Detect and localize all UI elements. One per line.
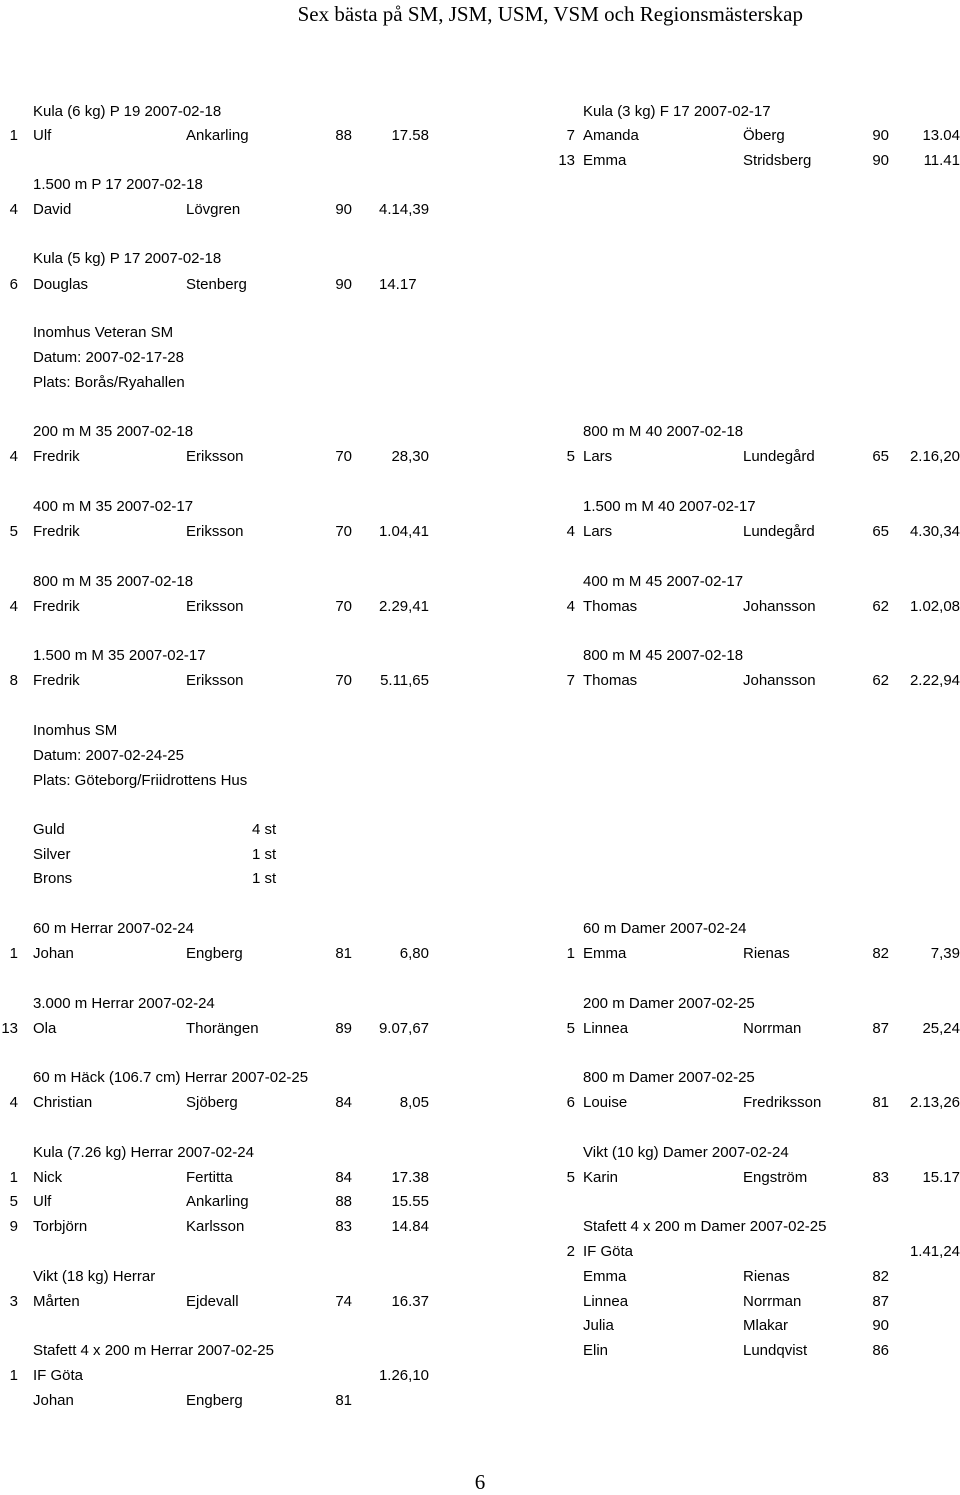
last-name: Ankarling (186, 127, 249, 144)
birth-year: 90 (872, 152, 889, 169)
medal-label: Brons (33, 870, 73, 887)
event-heading-text: 60 m Häck (106.7 cm) Herrar 2007-02-25 (33, 1069, 309, 1086)
medal-row (0, 866, 960, 891)
medal-count: 1 st (252, 846, 277, 863)
event-heading-text: Stafett 4 x 200 m Damer 2007-02-25 (583, 1218, 827, 1235)
event-heading (0, 345, 960, 370)
birth-year: 90 (872, 127, 889, 144)
event-heading (0, 569, 960, 594)
result-row (0, 941, 960, 966)
first-name: Mårten (33, 1293, 80, 1310)
placement: 4 (9, 201, 18, 218)
event-heading-text: Vikt (18 kg) Herrar (33, 1268, 156, 1285)
first-name: Linnea (583, 1020, 629, 1037)
result: 6,80 (399, 945, 429, 962)
event-heading (0, 1214, 960, 1239)
placement: 1 (9, 945, 18, 962)
result: 4.30,34 (909, 523, 960, 540)
event-heading-text: 400 m M 35 2007-02-17 (33, 498, 194, 515)
first-name: Thomas (583, 672, 638, 689)
first-name: Douglas (33, 276, 89, 293)
result: 15.55 (391, 1193, 429, 1210)
last-name: Lundegård (743, 448, 815, 465)
first-name: Louise (583, 1094, 628, 1111)
first-name: IF Göta (583, 1243, 634, 1260)
event-heading-text: Inomhus SM (33, 722, 118, 739)
birth-year: 62 (872, 598, 889, 615)
birth-year: 90 (335, 201, 352, 218)
placement: 4 (9, 448, 18, 465)
placement: 6 (566, 1094, 575, 1111)
first-name: Ola (33, 1020, 57, 1037)
last-name: Fertitta (186, 1169, 233, 1186)
birth-year: 81 (335, 1392, 352, 1409)
last-name: Engberg (186, 1392, 243, 1409)
event-heading (0, 643, 960, 668)
result-row (0, 1313, 960, 1338)
medal-row (0, 842, 960, 867)
event-heading (0, 419, 960, 444)
last-name: Mlakar (743, 1317, 789, 1334)
first-name: Ulf (33, 1193, 52, 1210)
last-name: Rienas (743, 1268, 790, 1285)
result: 25,24 (922, 1020, 960, 1037)
event-heading-text: Vikt (10 kg) Damer 2007-02-24 (583, 1144, 789, 1161)
birth-year: 70 (335, 598, 352, 615)
birth-year: 70 (335, 523, 352, 540)
result: 1.02,08 (909, 598, 960, 615)
result: 17.38 (391, 1169, 429, 1186)
event-heading (0, 991, 960, 1016)
event-heading-text: Inomhus Veteran SM (33, 324, 174, 341)
last-name: Lundqvist (743, 1342, 808, 1359)
result-row (0, 1165, 960, 1190)
event-heading-text: Kula (3 kg) F 17 2007-02-17 (583, 103, 771, 120)
result: 14.17 (379, 276, 417, 293)
birth-year: 81 (872, 1094, 889, 1111)
event-heading (0, 320, 960, 345)
result: 13.04 (922, 127, 960, 144)
last-name: Sjöberg (186, 1094, 238, 1111)
first-name: David (33, 201, 72, 218)
first-name: Fredrik (33, 672, 80, 689)
birth-year: 70 (335, 448, 352, 465)
event-heading-text: 800 m Damer 2007-02-25 (583, 1069, 755, 1086)
first-name: Johan (33, 945, 74, 962)
event-heading (0, 1140, 960, 1165)
birth-year: 90 (872, 1317, 889, 1334)
event-heading (0, 370, 960, 395)
birth-year: 83 (872, 1169, 889, 1186)
last-name: Eriksson (186, 523, 244, 540)
result-row (0, 1264, 960, 1289)
first-name: Julia (583, 1317, 614, 1334)
placement: 5 (9, 1193, 18, 1210)
medal-label: Guld (33, 821, 65, 838)
last-name: Lövgren (186, 201, 241, 218)
event-heading (0, 246, 960, 271)
placement: 9 (9, 1218, 18, 1235)
event-heading-text: 800 m M 35 2007-02-18 (33, 573, 194, 590)
event-heading (0, 743, 960, 768)
event-heading-text: 3.000 m Herrar 2007-02-24 (33, 995, 215, 1012)
event-heading-text: 200 m M 35 2007-02-18 (33, 423, 194, 440)
result-row (0, 148, 960, 173)
event-heading-text: 60 m Damer 2007-02-24 (583, 920, 747, 937)
placement: 5 (9, 523, 18, 540)
first-name: Torbjörn (33, 1218, 88, 1235)
last-name: Johansson (743, 672, 816, 689)
first-name: Thomas (583, 598, 638, 615)
last-name: Öberg (743, 127, 785, 144)
medal-label: Silver (33, 846, 71, 863)
result: 8,05 (399, 1094, 429, 1111)
event-heading-text: 400 m M 45 2007-02-17 (583, 573, 744, 590)
event-heading-text: 1.500 m P 17 2007-02-18 (33, 176, 203, 193)
event-heading (0, 99, 960, 124)
placement: 5 (566, 1020, 575, 1037)
last-name: Karlsson (186, 1218, 245, 1235)
event-heading-text: Kula (7.26 kg) Herrar 2007-02-24 (33, 1144, 254, 1161)
last-name: Rienas (743, 945, 790, 962)
birth-year: 90 (335, 276, 352, 293)
first-name: Christian (33, 1094, 93, 1111)
birth-year: 88 (335, 127, 352, 144)
last-name: Stenberg (186, 276, 247, 293)
birth-year: 84 (335, 1169, 352, 1186)
event-heading-text: Kula (6 kg) P 19 2007-02-18 (33, 103, 222, 120)
last-name: Stridsberg (743, 152, 812, 169)
result: 9.07,67 (378, 1020, 429, 1037)
placement: 7 (566, 672, 575, 689)
placement: 1 (9, 1169, 18, 1186)
placement: 6 (9, 276, 18, 293)
result-row (0, 1189, 960, 1214)
first-name: Amanda (583, 127, 639, 144)
event-heading-text: Datum: 2007-02-24-25 (33, 747, 184, 764)
page-header (0, 0, 960, 28)
event-heading (0, 172, 960, 197)
event-heading (0, 1065, 960, 1090)
event-heading-text: Plats: Borås/Ryahallen (33, 374, 185, 391)
birth-year: 81 (335, 945, 352, 962)
last-name: Norrman (743, 1293, 802, 1310)
birth-year: 70 (335, 672, 352, 689)
placement: 4 (566, 523, 575, 540)
birth-year: 84 (335, 1094, 352, 1111)
last-name: Fredriksson (743, 1094, 822, 1111)
event-heading (0, 916, 960, 941)
last-name: Norrman (743, 1020, 802, 1037)
first-name: Fredrik (33, 598, 80, 615)
birth-year: 86 (872, 1342, 889, 1359)
event-heading-text: Plats: Göteborg/Friidrottens Hus (33, 772, 248, 789)
placement: 4 (9, 1094, 18, 1111)
placement: 1 (566, 945, 575, 962)
result-row (0, 594, 960, 619)
first-name: Elin (583, 1342, 609, 1359)
result: 11.41 (923, 152, 960, 169)
event-heading-text: Stafett 4 x 200 m Herrar 2007-02-25 (33, 1342, 274, 1359)
last-name: Engström (743, 1169, 808, 1186)
event-heading (0, 718, 960, 743)
first-name: Johan (33, 1392, 74, 1409)
result: 17.58 (391, 127, 429, 144)
result: 2.16,20 (909, 448, 960, 465)
last-name: Lundegård (743, 523, 815, 540)
result-row (0, 1388, 960, 1413)
placement: 1 (9, 1367, 18, 1384)
last-name: Engberg (186, 945, 243, 962)
first-name: Lars (583, 523, 613, 540)
medal-count: 1 st (252, 870, 277, 887)
event-heading-text: 1.500 m M 40 2007-02-17 (583, 498, 756, 515)
birth-year: 87 (872, 1293, 889, 1310)
first-name: Nick (33, 1169, 63, 1186)
first-name: Emma (583, 1268, 627, 1285)
placement: 13 (558, 152, 575, 169)
placement: 5 (566, 1169, 575, 1186)
first-name: Lars (583, 448, 613, 465)
result-row (0, 519, 960, 544)
placement: 13 (1, 1020, 18, 1037)
placement: 4 (566, 598, 575, 615)
placement: 2 (566, 1243, 575, 1260)
first-name: Fredrik (33, 523, 80, 540)
placement: 4 (9, 598, 18, 615)
birth-year: 89 (335, 1020, 352, 1037)
result-row (0, 1016, 960, 1041)
first-name: Linnea (583, 1293, 629, 1310)
result-row (0, 444, 960, 469)
result-row (0, 1338, 960, 1363)
result: 5.11,65 (380, 672, 429, 689)
page-title: Sex bästa på SM, JSM, USM, VSM och Regionsmästerskap (297, 2, 803, 26)
event-heading (0, 494, 960, 519)
event-heading-text: Kula (5 kg) P 17 2007-02-18 (33, 250, 222, 267)
event-heading-text: Datum: 2007-02-17-28 (33, 349, 184, 366)
last-name: Ankarling (186, 1193, 249, 1210)
result-row (0, 123, 960, 148)
birth-year: 83 (335, 1218, 352, 1235)
last-name: Eriksson (186, 672, 244, 689)
event-heading-text: 800 m M 45 2007-02-18 (583, 647, 744, 664)
result: 2.13,26 (909, 1094, 960, 1111)
result: 1.41,24 (909, 1243, 960, 1260)
result-row (0, 272, 960, 297)
result: 16.37 (391, 1293, 429, 1310)
result: 15.17 (922, 1169, 960, 1186)
last-name: Eriksson (186, 448, 244, 465)
result: 7,39 (930, 945, 960, 962)
first-name: Karin (583, 1169, 619, 1186)
event-heading-text: 60 m Herrar 2007-02-24 (33, 920, 194, 937)
birth-year: 87 (872, 1020, 889, 1037)
birth-year: 65 (872, 523, 889, 540)
placement: 8 (9, 672, 18, 689)
placement: 5 (566, 448, 575, 465)
birth-year: 88 (335, 1193, 352, 1210)
event-heading-text: 200 m Damer 2007-02-25 (583, 995, 755, 1012)
event-heading (0, 768, 960, 793)
medal-row (0, 817, 960, 842)
birth-year: 82 (872, 1268, 889, 1285)
page-number: 6 (474, 1470, 486, 1494)
last-name: Thorängen (186, 1020, 259, 1037)
birth-year: 82 (872, 945, 889, 962)
medal-count: 4 st (252, 821, 277, 838)
first-name: Fredrik (33, 448, 80, 465)
result: 1.26,10 (378, 1367, 429, 1384)
birth-year: 65 (872, 448, 889, 465)
result: 14.84 (391, 1218, 429, 1235)
first-name: Ulf (33, 127, 52, 144)
last-name: Eriksson (186, 598, 244, 615)
result-row (0, 197, 960, 222)
first-name: Emma (583, 152, 627, 169)
last-name: Ejdevall (186, 1293, 239, 1310)
placement: 7 (566, 127, 575, 144)
result: 4.14,39 (379, 201, 430, 218)
result-row (0, 1363, 960, 1388)
last-name: Johansson (743, 598, 816, 615)
result: 2.29,41 (378, 598, 429, 615)
result-row (0, 1090, 960, 1115)
result-row (0, 668, 960, 693)
first-name: IF Göta (33, 1367, 84, 1384)
placement: 3 (9, 1293, 18, 1310)
result-row (0, 1289, 960, 1314)
birth-year: 62 (872, 672, 889, 689)
event-heading-text: 800 m M 40 2007-02-18 (583, 423, 744, 440)
first-name: Emma (583, 945, 627, 962)
result: 28,30 (391, 448, 429, 465)
result: 1.04,41 (378, 523, 429, 540)
placement: 1 (9, 127, 18, 144)
result-row (0, 1239, 960, 1264)
birth-year: 74 (335, 1293, 352, 1310)
result: 2.22,94 (909, 672, 960, 689)
event-heading-text: 1.500 m M 35 2007-02-17 (33, 647, 206, 664)
